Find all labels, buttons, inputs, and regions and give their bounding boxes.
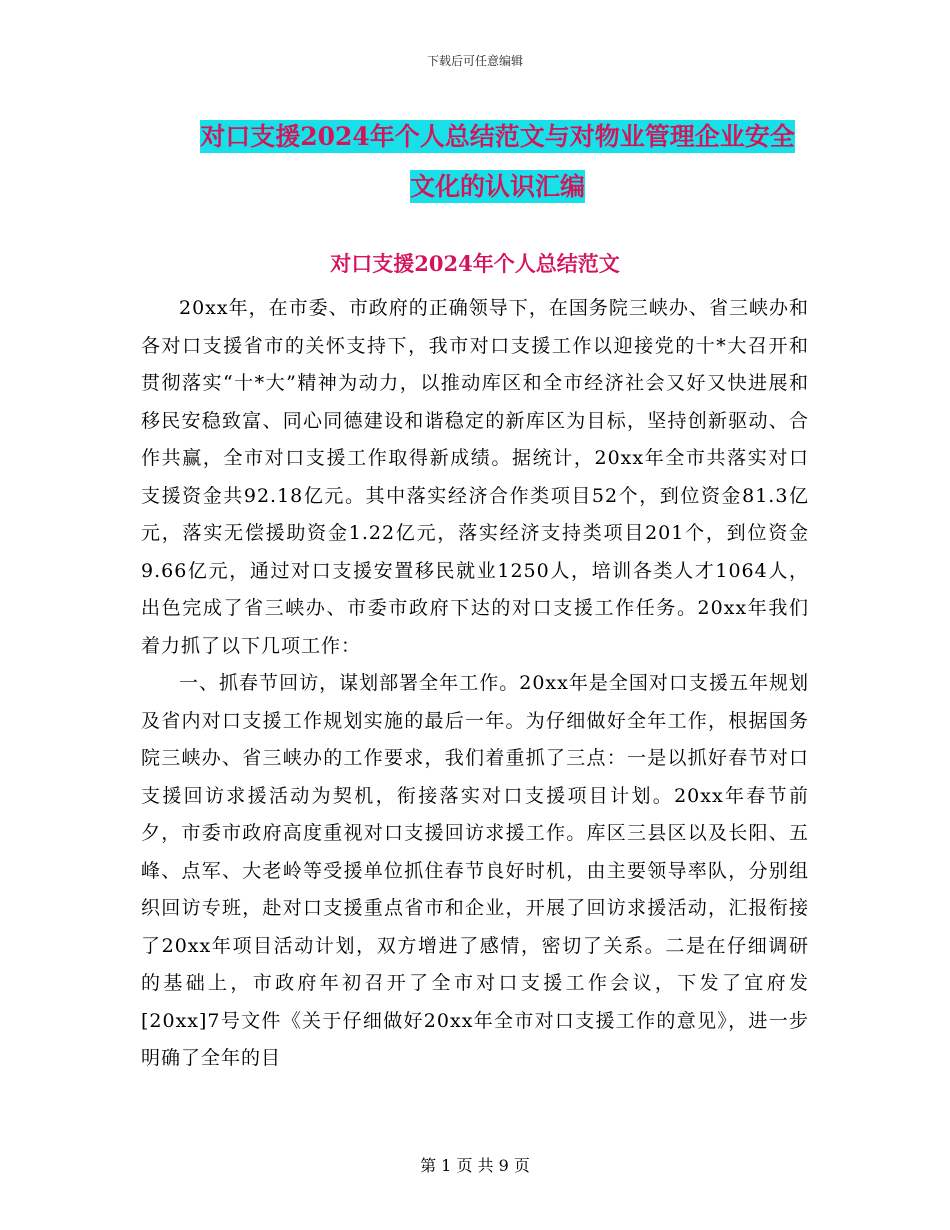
body-text	[141, 290, 809, 1078]
document-title-line-2: 文化的认识汇编	[409, 172, 585, 201]
document-title-line-1: 对口支援2024年个人总结范文与对物业管理企业安全	[200, 122, 795, 151]
paragraph-2: 一、抓春节回访，谋划部署全年工作。20xx年是全国对口支援五年规划及省内对口支援工作规划实施的最后一年。为仔细做好全年工作，根据国务院三峡办、省三峡办的工作要求，我们着重抓了三点：一是以抓好春节对口支援回访求援活动为契机，衔接落实对口支援项目计划。20xx年春节前夕，市委市政府高度重视对口支援回访求援工作。库区三县区以及长阳、五峰、点军、大老岭等受援单位抓住春节良好时机，由主要领导率队，分别组织回访专班，赴对口支援重点省市和企业，开展了回访求援活动，汇报衔接了20xx年项目活动计划，双方增进了感情，密切了关系。二是在仔细调研的基础上，市政府年初召开了全市对口支援工作会议，下发了宜府发[20xx]7号文件《关于仔细做好20xx年全市对口支援工作的意见》，进一步明确了全年的目	[141, 672, 809, 1069]
page-number: 第 1 页 共 9 页	[420, 1156, 530, 1175]
section-title: 对口支援2024年个人总结范文	[330, 251, 620, 276]
page-header-note: 下载后可任意编辑	[426, 54, 523, 68]
paragraph-1: 20xx年，在市委、市政府的正确领导下，在国务院三峡办、省三峡办和各对口支援省市的关怀支持下，我市对口支援工作以迎接党的十*大召开和贯彻落实“十*大”精神为动力，以推动库区和全市经济社会又好又快进展和移民安稳致富、同心同德建设和谐稳定的新库区为目标，坚持创新驱动、合作共赢，全市对口支援工作取得新成绩。据统计，20xx年全市共落实对口支援资金共92.18亿元。其中落实经济合作类项目52个，到位资金81.3亿元，落实无偿援助资金1.22亿元，落实经济支持类项目201个，到位资金9.66亿元，通过对口支援安置移民就业1250人，培训各类人才1064人，出色完成了省三峡办、市委市政府下达的对口支援工作任务。20xx年我们着力抓了以下几项工作：	[141, 297, 809, 657]
document-title	[140, 112, 855, 212]
